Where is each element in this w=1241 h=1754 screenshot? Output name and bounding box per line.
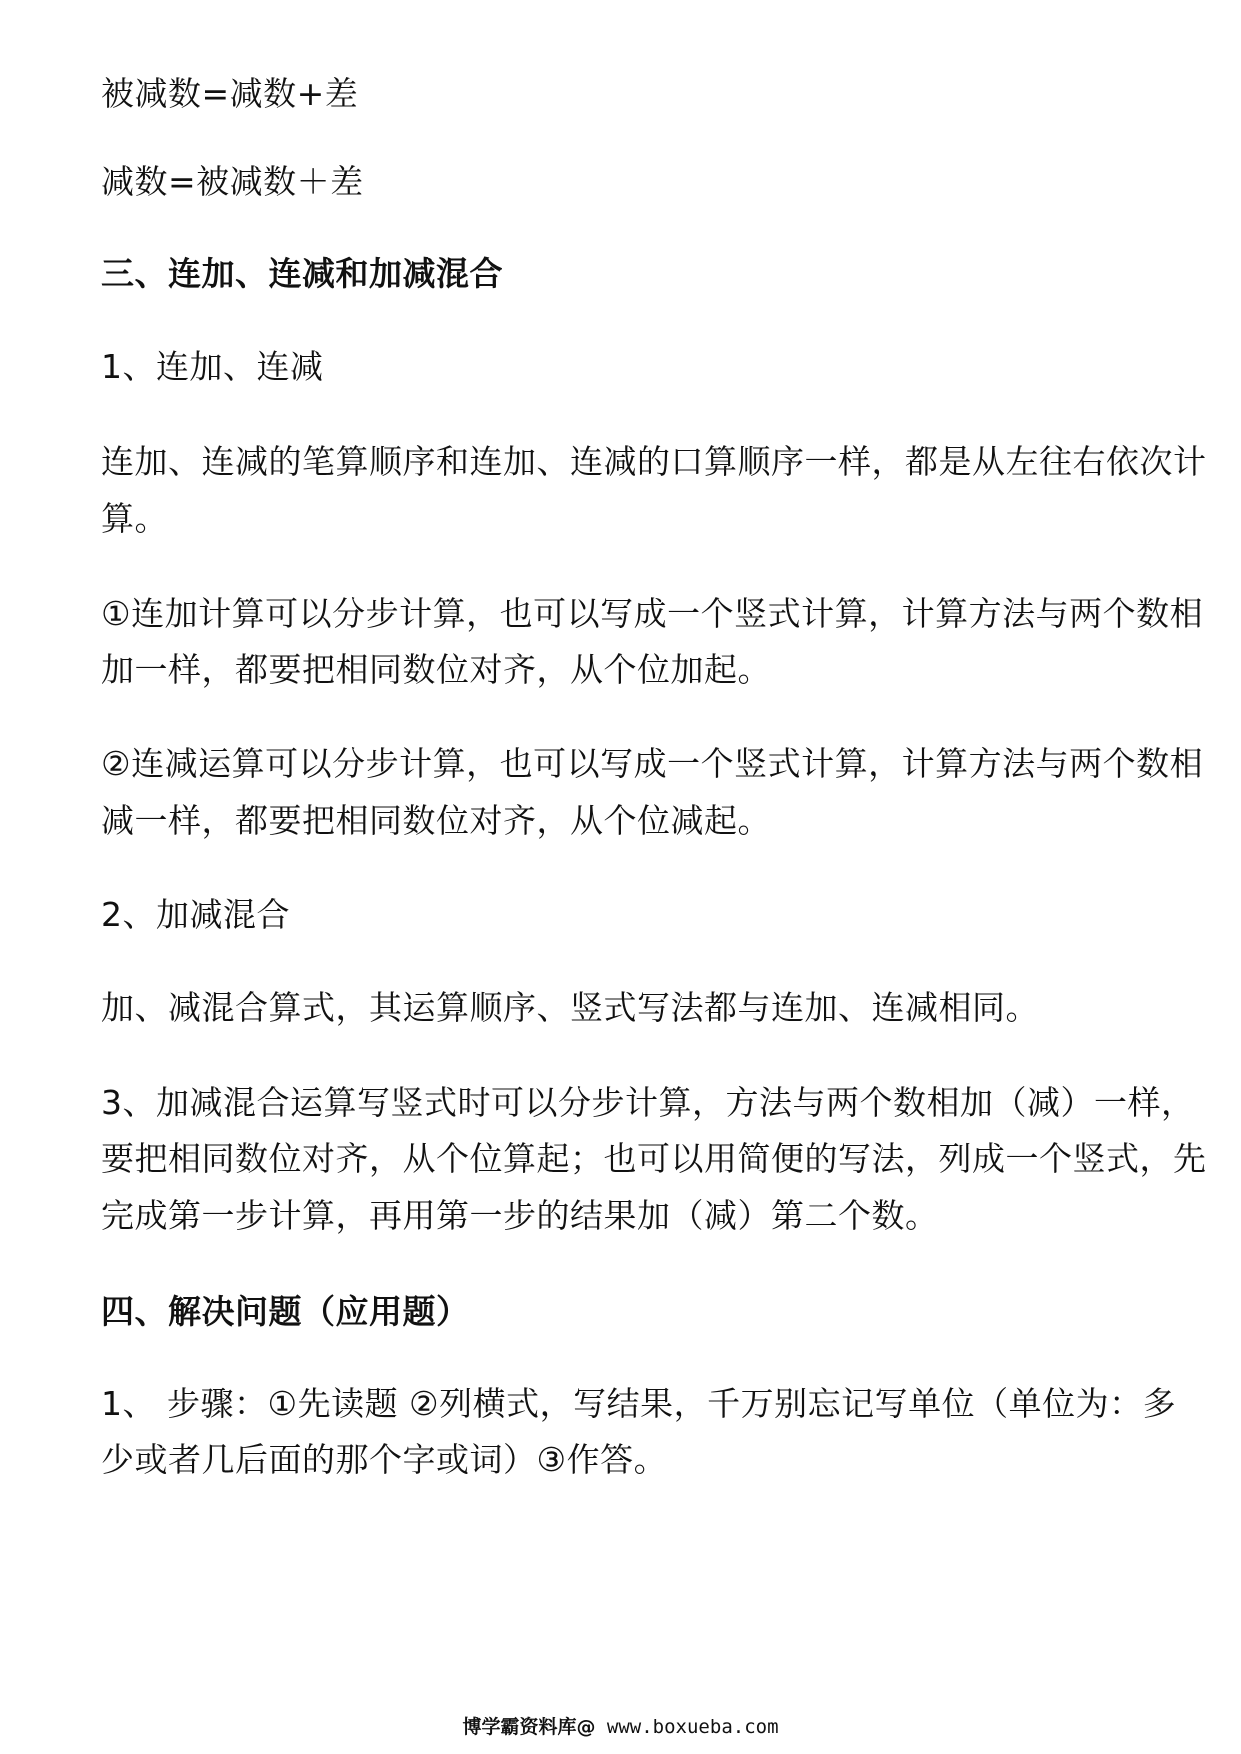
subheading-mixed: 2、加减混合 [101, 895, 290, 934]
section-heading-3: 三、连加、连减和加减混合 [101, 254, 503, 293]
paragraph-addition-line2: 加一样，都要把相同数位对齐，从个位加起。 [101, 650, 771, 689]
formula-minuend: 被减数=减数+差 [101, 74, 359, 113]
paragraph-subtraction-line1: ②连减运算可以分步计算，也可以写成一个竖式计算，计算方法与两个数相 [101, 744, 1204, 783]
footer-label: 博学霸资料库@ [462, 1716, 596, 1738]
paragraph-vertical-line2: 要把相同数位对齐，从个位算起；也可以用简便的写法，列成一个竖式，先 [101, 1139, 1207, 1178]
paragraph-steps-line1: 1、 步骤：①先读题 ②列横式，写结果，千万别忘记写单位（单位为：多 [101, 1384, 1177, 1423]
paragraph-mixed: 加、减混合算式，其运算顺序、竖式写法都与连加、连减相同。 [101, 988, 1039, 1027]
paragraph-vertical-line1: 3、加减混合运算写竖式时可以分步计算，方法与两个数相加（减）一样， [101, 1083, 1195, 1122]
paragraph-steps-line2: 少或者几后面的那个字或词）③作答。 [101, 1440, 668, 1479]
section-heading-4: 四、解决问题（应用题） [101, 1292, 470, 1331]
paragraph-vertical-line3: 完成第一步计算，再用第一步的结果加（减）第二个数。 [101, 1196, 939, 1235]
subheading-consecutive: 1、连加、连减 [101, 347, 324, 386]
paragraph-consecutive-line1: 连加、连减的笔算顺序和连加、连减的口算顺序一样，都是从左往右依次计 [101, 442, 1207, 481]
paragraph-consecutive-line2: 算。 [101, 499, 168, 538]
paragraph-subtraction-line2: 减一样，都要把相同数位对齐，从个位减起。 [101, 801, 771, 840]
footer-watermark [0, 1712, 1241, 1739]
footer-url: www.boxueba.com [595, 1716, 779, 1738]
formula-subtrahend: 减数=被减数＋差 [101, 162, 364, 201]
paragraph-addition-line1: ①连加计算可以分步计算，也可以写成一个竖式计算，计算方法与两个数相 [101, 594, 1204, 633]
